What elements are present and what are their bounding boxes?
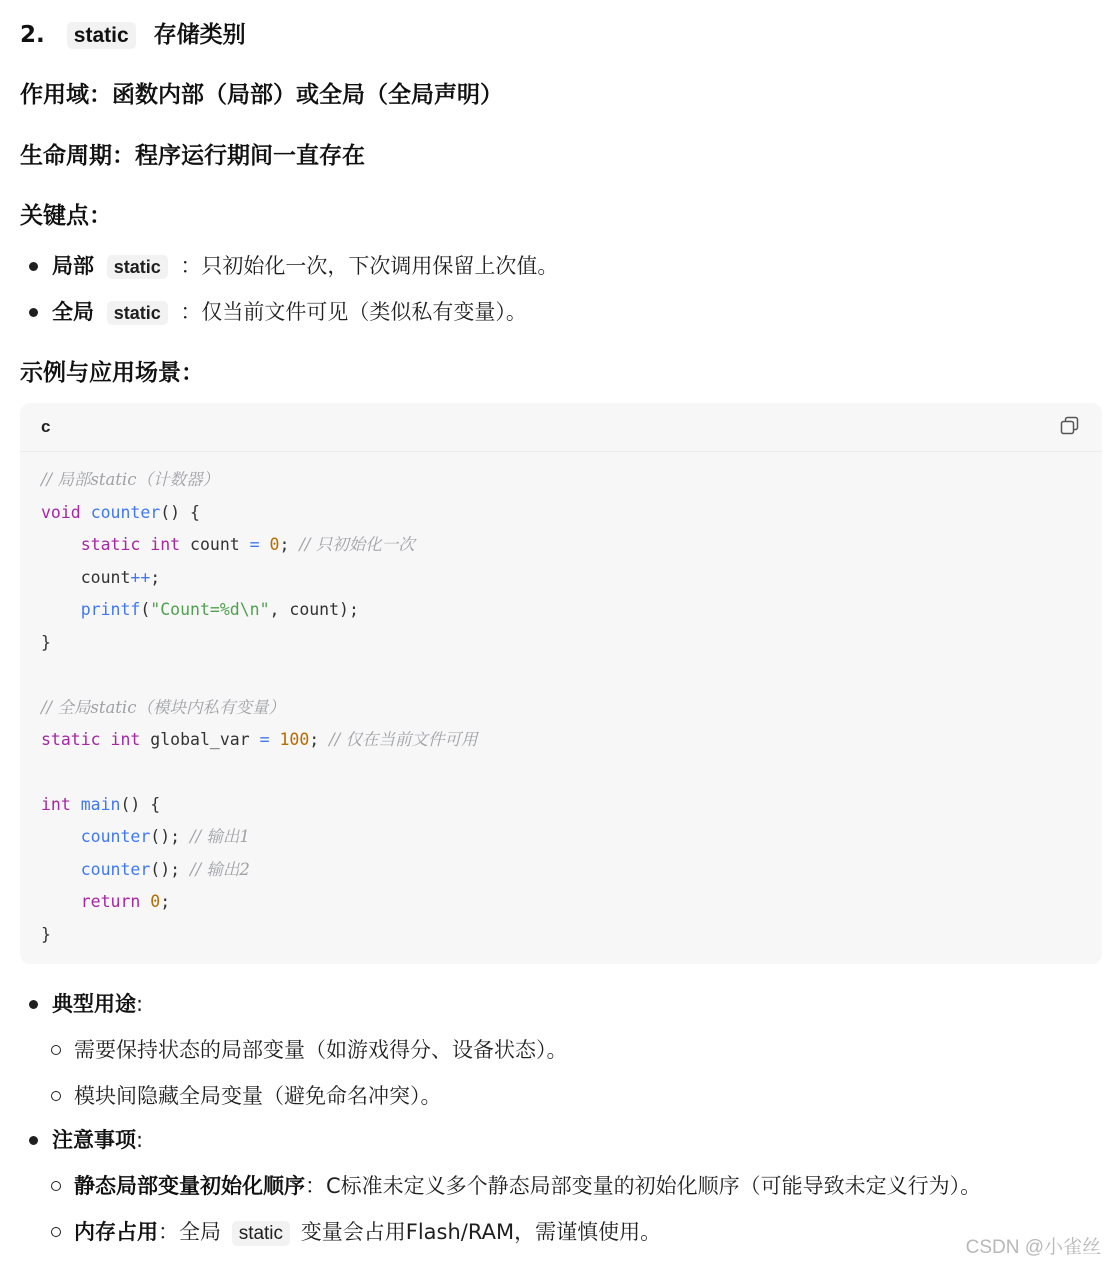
code-line: } xyxy=(41,925,51,944)
key-point-text: ：只初始化一次，下次调用保留上次值。 xyxy=(180,254,559,278)
note-text: 变量会占用Flash/RAM，需谨慎使用。 xyxy=(300,1220,662,1244)
usage-item: 模块间隐藏全局变量（避免命名冲突）。 xyxy=(74,1084,442,1108)
code-line: static int count = 0; // 只初始化一次 xyxy=(80,535,415,554)
code-line xyxy=(41,697,285,719)
note-label: 静态局部变量初始化顺序 xyxy=(74,1174,305,1198)
key-point-text: ：仅当前文件可见（类似私有变量）。 xyxy=(180,300,527,324)
inline-code: static xyxy=(67,22,136,49)
usage-title: 典型用途 xyxy=(52,992,136,1016)
code-comment: // 只初始化一次 xyxy=(299,535,415,554)
code-line: int main() { xyxy=(41,795,161,814)
examples-title: 示例与应用场景： xyxy=(20,360,204,386)
section-heading xyxy=(20,16,246,49)
code-line: void counter() { xyxy=(41,503,200,522)
code-line: count++; xyxy=(41,568,161,587)
code-language: c xyxy=(41,417,51,436)
code-comment: // 输出2 xyxy=(190,860,250,879)
code-comment: // 仅在当前文件可用 xyxy=(329,730,478,749)
code-comment: // 全局static（模块内私有变量） xyxy=(41,698,285,717)
code-line: return 0; xyxy=(80,892,171,911)
code-line: counter(); // 输出2 xyxy=(80,860,250,879)
section-number: 2. xyxy=(20,22,45,48)
notes-title-item: 注意事项: xyxy=(52,1128,144,1152)
note-item xyxy=(74,1216,661,1246)
watermark: CSDN @小雀丝 xyxy=(965,1237,1101,1258)
code-header xyxy=(20,403,1102,452)
bullet xyxy=(29,1136,38,1145)
note-item xyxy=(74,1170,981,1200)
code-line: counter(); // 输出1 xyxy=(80,827,250,846)
sub-bullet xyxy=(51,1227,61,1237)
sub-bullet xyxy=(51,1181,61,1191)
usage-item: 需要保持状态的局部变量（如游戏得分、设备状态）。 xyxy=(74,1038,568,1062)
key-point-global xyxy=(52,296,527,326)
inline-code: static xyxy=(232,1221,290,1246)
code-comment: // 输出1 xyxy=(190,827,250,846)
bullet xyxy=(29,1000,38,1009)
key-point-label: 全局 xyxy=(52,300,94,324)
section-title: 存储类别 xyxy=(153,22,246,48)
inline-code: static xyxy=(107,255,168,279)
scope-line: 作用域：函数内部（局部）或全局（全局声明） xyxy=(20,82,503,108)
sub-bullet xyxy=(51,1091,61,1101)
code-line: } xyxy=(41,633,51,652)
code-block xyxy=(20,403,1102,964)
code-line xyxy=(41,469,219,491)
copy-icon[interactable] xyxy=(1060,416,1080,436)
usage-title-item: 典型用途: xyxy=(52,992,144,1016)
key-point-label: 局部 xyxy=(52,254,94,278)
bullet xyxy=(29,262,38,271)
key-points-title: 关键点： xyxy=(20,203,112,229)
code-comment: // 局部static（计数器） xyxy=(41,470,219,489)
code-line: printf("Count=%d\n", count); xyxy=(80,600,359,619)
note-label: 内存占用 xyxy=(74,1220,158,1244)
notes-title: 注意事项 xyxy=(52,1128,136,1152)
inline-code: static xyxy=(107,301,168,325)
code-line: static int global_var = 100; // 仅在当前文件可用 xyxy=(41,730,478,749)
lifetime-line: 生命周期：程序运行期间一直存在 xyxy=(20,143,365,169)
bullet xyxy=(29,308,38,317)
sub-bullet xyxy=(51,1045,61,1055)
note-text: ：C标准未定义多个静态局部变量的初始化顺序（可能导致未定义行为）。 xyxy=(305,1174,982,1198)
note-text: ：全局 xyxy=(158,1220,221,1244)
key-point-local xyxy=(52,250,558,280)
